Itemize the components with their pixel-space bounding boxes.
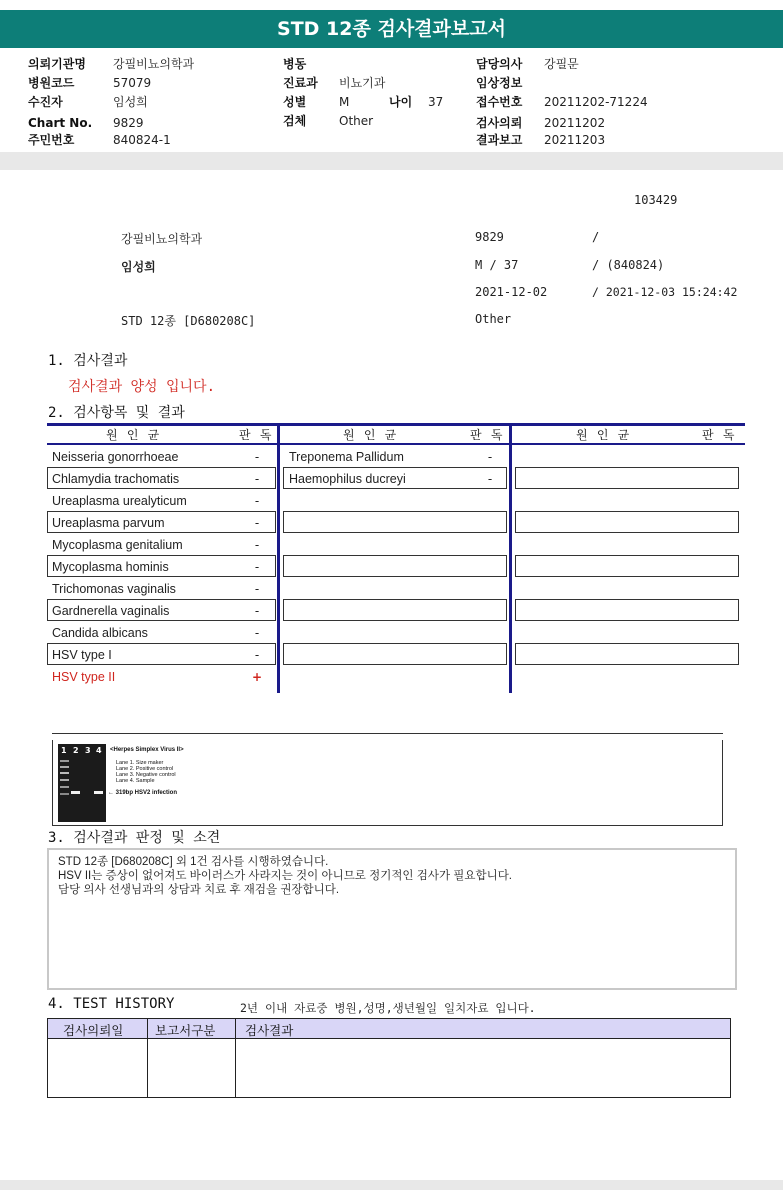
organism-name: HSV type I bbox=[52, 648, 112, 662]
row-box bbox=[283, 599, 507, 621]
department-value: 비뇨기과 bbox=[339, 76, 386, 90]
report-date-value: 20211203 bbox=[544, 133, 606, 147]
ladder-band bbox=[60, 793, 69, 795]
organism-result: - bbox=[487, 472, 493, 486]
summary-slash: / bbox=[592, 230, 600, 244]
chart-no-label: Chart No. bbox=[28, 116, 93, 130]
request-date-value: 20211202 bbox=[544, 116, 606, 130]
col2-organism-header: 원 인 균 bbox=[343, 428, 398, 442]
organism-result: - bbox=[254, 450, 260, 464]
positive-result-text: 검사결과 양성 입니다. bbox=[68, 379, 216, 395]
history-note: 2년 이내 자료중 병원,성명,생년월일 일치자료 입니다. bbox=[240, 1001, 536, 1015]
age-label: 나이 bbox=[389, 95, 413, 109]
ladder-band bbox=[60, 760, 69, 762]
row-box bbox=[283, 511, 507, 533]
history-table bbox=[47, 1018, 731, 1098]
summary-sex-age: M / 37 bbox=[475, 258, 519, 272]
row-box bbox=[515, 599, 739, 621]
summary-request-date: 2021-12-02 bbox=[475, 285, 548, 299]
column-divider-2 bbox=[509, 423, 512, 693]
section1-title: 1. 검사결과 bbox=[48, 353, 128, 369]
history-header-result: 검사결과 bbox=[245, 1023, 294, 1038]
summary-birth: / (840824) bbox=[592, 258, 665, 272]
organism-result-positive: + bbox=[251, 670, 263, 684]
history-col-divider bbox=[235, 1019, 236, 1097]
col1-result-header: 판 독 bbox=[239, 428, 273, 442]
col3-organism-header: 원 인 균 bbox=[576, 428, 631, 442]
comment-box bbox=[47, 848, 737, 990]
ladder-band bbox=[60, 786, 69, 788]
organism-name: Gardnerella vaginalis bbox=[52, 604, 170, 618]
gel-legend-item: Lane 1. Size maker bbox=[116, 760, 164, 766]
ladder-band bbox=[60, 779, 69, 781]
gel-legend-item: Lane 3. Negative control bbox=[116, 772, 176, 778]
hospital-code-label: 병원코드 bbox=[28, 76, 75, 90]
row-box bbox=[515, 511, 739, 533]
organism-result: - bbox=[254, 604, 260, 618]
patient-value: 임성희 bbox=[113, 95, 148, 109]
patient-label: 수진자 bbox=[28, 95, 63, 109]
organism-name: Ureaplasma urealyticum bbox=[52, 494, 187, 508]
age-value: 37 bbox=[428, 95, 444, 109]
organism-result: - bbox=[487, 450, 493, 464]
sex-label: 성별 bbox=[283, 95, 307, 109]
organism-name: Treponema Pallidum bbox=[289, 450, 404, 464]
organism-name: Trichomonas vaginalis bbox=[52, 582, 176, 596]
comment-line: STD 12종 [D680208C] 외 1건 검사를 시행하였습니다. bbox=[58, 856, 329, 868]
gel-legend-item: Lane 2. Positive control bbox=[116, 766, 174, 772]
lane-number: 3 bbox=[85, 746, 91, 755]
history-table-header bbox=[48, 1019, 730, 1039]
gel-electrophoresis-image bbox=[58, 744, 106, 822]
section2-title: 2. 검사항목 및 결과 bbox=[48, 405, 185, 421]
col2-result-header: 판 독 bbox=[470, 428, 504, 442]
gel-top-rule bbox=[52, 733, 723, 734]
clinical-info-label: 임상정보 bbox=[476, 76, 523, 90]
comment-line: HSV II는 증상이 없어져도 바이러스가 사라지는 것이 아니므로 정기적인 검사가 필요합니다. bbox=[58, 870, 512, 882]
organism-result: - bbox=[254, 648, 260, 662]
report-number: 103429 bbox=[634, 193, 678, 207]
organism-name-positive: HSV type II bbox=[52, 670, 116, 684]
doctor-value: 강필문 bbox=[544, 57, 579, 71]
history-col-divider bbox=[147, 1019, 148, 1097]
specimen-value: Other bbox=[339, 114, 374, 128]
report-title: STD 12종 검사결과보고서 bbox=[0, 10, 783, 48]
row-box bbox=[283, 643, 507, 665]
organism-name: Chlamydia trachomatis bbox=[52, 472, 180, 486]
ward-label: 병동 bbox=[283, 57, 307, 71]
report-date-label: 결과보고 bbox=[476, 133, 523, 147]
table-header-rule bbox=[47, 443, 745, 445]
ladder-band bbox=[60, 766, 69, 768]
history-header-request-date: 검사의뢰일 bbox=[63, 1023, 124, 1038]
gel-band-label: ← 319bp HSV2 infection bbox=[108, 790, 178, 796]
summary-report-datetime: / 2021-12-03 15:24:42 bbox=[592, 285, 738, 299]
clinic-value: 강필비뇨의학과 bbox=[113, 57, 195, 71]
department-label: 진료과 bbox=[283, 76, 318, 90]
summary-specimen: Other bbox=[475, 312, 512, 326]
sample-band bbox=[94, 791, 103, 794]
hospital-code-value: 57079 bbox=[113, 76, 152, 90]
gel-title: <Herpes Simplex Virus II> bbox=[110, 747, 184, 753]
summary-patient: 임성희 bbox=[121, 260, 156, 274]
doctor-label: 담당의사 bbox=[476, 57, 523, 71]
organism-result: - bbox=[254, 516, 260, 530]
organism-name: Candida albicans bbox=[52, 626, 148, 640]
row-box bbox=[283, 555, 507, 577]
summary-test-name: STD 12종 [D680208C] bbox=[121, 314, 256, 328]
request-date-label: 검사의뢰 bbox=[476, 116, 523, 130]
column-divider-1 bbox=[277, 423, 280, 693]
row-box bbox=[515, 467, 739, 489]
clinic-label: 의뢰기관명 bbox=[28, 57, 86, 71]
lane-number: 1 bbox=[61, 746, 67, 755]
organism-name: Mycoplasma hominis bbox=[52, 560, 169, 574]
receipt-no-value: 20211202-71224 bbox=[544, 95, 648, 109]
row-box bbox=[515, 555, 739, 577]
chart-no-value: 9829 bbox=[113, 116, 144, 130]
section4-title: 4. TEST HISTORY bbox=[48, 996, 175, 1012]
positive-control-band bbox=[71, 791, 80, 794]
organism-result: - bbox=[254, 626, 260, 640]
history-header-report-type: 보고서구분 bbox=[155, 1023, 216, 1038]
gel-legend-item: Lane 4. Sample bbox=[116, 778, 155, 784]
organism-name: Neisseria gonorrhoeae bbox=[52, 450, 179, 464]
col1-organism-header: 원 인 균 bbox=[106, 428, 161, 442]
summary-chart: 9829 bbox=[475, 230, 504, 244]
receipt-no-label: 접수번호 bbox=[476, 95, 523, 109]
section3-title: 3. 검사결과 판정 및 소견 bbox=[48, 830, 221, 846]
organism-result: - bbox=[254, 582, 260, 596]
footer-band bbox=[0, 1180, 783, 1190]
summary-clinic: 강필비뇨의학과 bbox=[121, 232, 203, 246]
organism-result: - bbox=[254, 538, 260, 552]
comment-line: 담당 의사 선생님과의 상담과 치료 후 재검을 권장합니다. bbox=[58, 884, 340, 896]
organism-name: Haemophilus ducreyi bbox=[289, 472, 406, 486]
resident-no-label: 주민번호 bbox=[28, 133, 75, 147]
row-box bbox=[515, 643, 739, 665]
lane-number: 2 bbox=[73, 746, 79, 755]
col3-result-header: 판 독 bbox=[702, 428, 736, 442]
header-divider-band bbox=[0, 152, 783, 170]
ladder-band bbox=[60, 772, 69, 774]
sex-value: M bbox=[339, 95, 350, 109]
organism-result: - bbox=[254, 472, 260, 486]
organism-name: Mycoplasma genitalium bbox=[52, 538, 183, 552]
organism-result: - bbox=[254, 560, 260, 574]
resident-no-value: 840824-1 bbox=[113, 133, 171, 147]
organism-result: - bbox=[254, 494, 260, 508]
specimen-label: 검체 bbox=[283, 114, 307, 128]
lane-number: 4 bbox=[96, 746, 102, 755]
organism-name: Ureaplasma parvum bbox=[52, 516, 165, 530]
